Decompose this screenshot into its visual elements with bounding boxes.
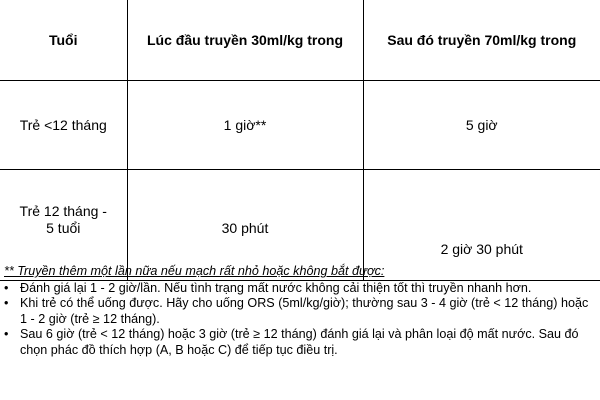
list-item <box>4 327 596 358</box>
cell-subsequent-time: 5 giờ <box>363 81 600 170</box>
list-item <box>4 296 596 327</box>
notes-list <box>4 281 596 359</box>
notes-title: ** Truyền thêm một lần nữa nếu mạch rất nhỏ hoặc không bắt được: <box>4 264 385 278</box>
table-row <box>0 81 600 170</box>
list-item-text: Khi trẻ có thể uống được. Hãy cho uống ORS (5ml/kg/giờ); thường sau 3 - 4 giờ (trẻ < 12 tháng) hoặc 1 - 2 giờ (trẻ ≥ 12 tháng). <box>20 296 589 326</box>
header-subsequent-infusion: Sau đó truyền 70ml/kg trong <box>363 0 600 81</box>
cell-initial-time: 1 giờ** <box>127 81 363 170</box>
notes-section <box>4 264 596 358</box>
cell-subsequent-time: 2 giờ 30 phút <box>363 170 600 281</box>
bullet-icon: • <box>4 280 9 295</box>
list-item-text: Đánh giá lại 1 - 2 giờ/lần. Nếu tình trạng mất nước không cải thiện tốt thì truyền nhanh hơn. <box>20 280 532 295</box>
table-header-row <box>0 0 600 81</box>
bullet-icon: • <box>4 327 9 341</box>
cell-age: Trẻ <12 tháng <box>0 81 127 170</box>
cell-age: Trẻ 12 tháng - 5 tuổi <box>0 170 127 281</box>
header-initial-infusion: Lúc đầu truyền 30ml/kg trong <box>127 0 363 81</box>
list-item-text: Sau 6 giờ (trẻ < 12 tháng) hoặc 3 giờ (trẻ ≥ 12 tháng) đánh giá lại và phân loại độ mất nước. Sau đó chọn phác đồ thích hợp (A, B hoặc C) để tiếp tục điều trị. <box>20 327 579 357</box>
list-item <box>4 281 596 297</box>
bullet-icon: • <box>4 296 9 310</box>
header-age: Tuổi <box>0 0 127 81</box>
cell-initial-time: 30 phút <box>127 170 363 281</box>
